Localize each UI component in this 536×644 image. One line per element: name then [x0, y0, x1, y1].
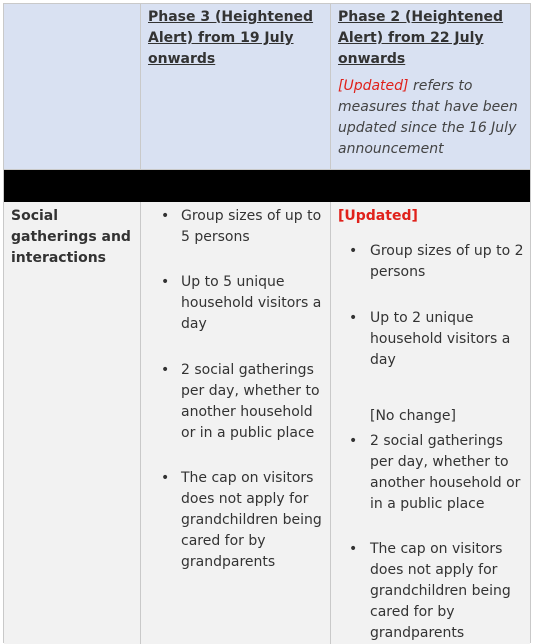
- table-row-social-gatherings: [4, 202, 530, 644]
- list-item-text: The cap on visitors does not apply for grandchildren being cared for by grandparents: [370, 541, 511, 641]
- bullet-icon: •: [349, 541, 358, 557]
- no-change-label: [No change]: [370, 408, 456, 424]
- header-cell-phase2: [331, 4, 530, 169]
- updated-note: [338, 76, 524, 160]
- section-divider-bar: [4, 170, 530, 202]
- updated-badge: [Updated]: [338, 208, 418, 224]
- updated-note-text: refers to measures that have been updated since the 16 July announcement: [338, 78, 518, 157]
- updated-note-tag: [Updated]: [338, 78, 409, 94]
- bullet-icon: •: [349, 243, 358, 259]
- bullet-icon: •: [349, 310, 358, 326]
- list-item-text: 2 social gatherings per day, whether to another household or in a public place: [181, 362, 320, 441]
- list-item-text: 2 social gatherings per day, whether to another household or in a public place: [370, 433, 521, 512]
- bullet-icon: •: [161, 362, 170, 378]
- phase3-cell: [141, 202, 331, 644]
- list-item-text: Group sizes of up to 2 persons: [370, 243, 524, 280]
- phase2-title-link[interactable]: Phase 2 (Heightened Alert) from 22 July onwards: [338, 9, 504, 67]
- row-label: Social gatherings and interactions: [11, 208, 131, 266]
- list-item-text: Up to 5 unique household visitors a day: [181, 274, 322, 332]
- bullet-icon: •: [349, 433, 358, 449]
- phase2-cell: [331, 202, 530, 644]
- header-cell-phase3: [141, 4, 331, 169]
- row-label-cell: [4, 202, 141, 644]
- bullet-icon: •: [161, 470, 170, 486]
- list-item-text: The cap on visitors does not apply for grandchildren being cared for by grandparents: [181, 470, 322, 570]
- list-item-text: Group sizes of up to 5 persons: [181, 208, 322, 245]
- phase3-title-link[interactable]: Phase 3 (Heightened Alert) from 19 July onwards: [148, 9, 314, 67]
- bullet-icon: •: [161, 208, 170, 224]
- table-header-row: [4, 4, 530, 170]
- bullet-icon: •: [161, 274, 170, 290]
- measures-table: [3, 3, 531, 643]
- header-cell-empty: [4, 4, 141, 169]
- list-item-text: Up to 2 unique household visitors a day: [370, 310, 511, 368]
